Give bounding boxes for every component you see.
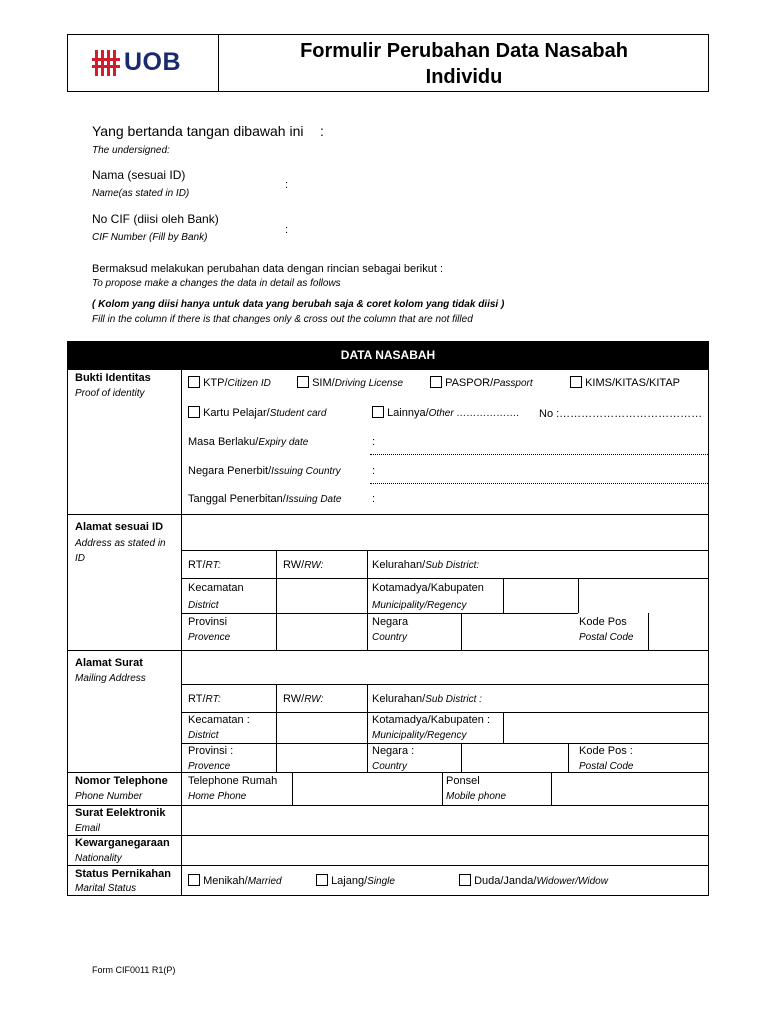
kartu-label-en: Student card xyxy=(269,408,327,419)
mailing-negara-label-en: Country xyxy=(372,761,408,772)
widow-label: Duda/Janda/ xyxy=(474,875,537,887)
email-label: Surat Eelektronik xyxy=(75,807,166,819)
address-id-negara-label-en: Country xyxy=(372,632,408,643)
married-label-en: Married xyxy=(247,876,282,887)
address-id-kelurahan-label-en: Sub District: xyxy=(425,560,480,571)
home-phone-label: Telephone Rumah xyxy=(188,775,278,787)
issuing-date-row xyxy=(188,493,341,505)
mailing-address-label: Alamat Surat xyxy=(75,657,143,669)
single-option[interactable] xyxy=(316,874,395,887)
home-phone-label-en: Home Phone xyxy=(188,791,247,802)
lainnya-label: Lainnya/ xyxy=(387,407,429,419)
mailing-kotamadya-label: Kotamadya/Kabupaten : xyxy=(372,714,491,726)
mailing-rw-label: RW/ xyxy=(283,693,305,705)
address-id-street-field[interactable] xyxy=(182,515,708,550)
note-en: Fill in the column if there is that changes only & cross out the column that are not filled xyxy=(92,314,473,325)
form-title xyxy=(219,38,709,90)
kims-checkbox[interactable] xyxy=(570,376,582,388)
single-label-en: Single xyxy=(367,876,395,887)
phone-label: Nomor Telephone xyxy=(75,775,168,787)
married-option[interactable] xyxy=(188,874,282,887)
mobile-phone-field[interactable] xyxy=(552,773,708,804)
mailing-address-label-en: Mailing Address xyxy=(75,673,146,684)
cif-en: CIF Number (Fill by Bank) xyxy=(92,232,208,243)
address-id-label: Alamat sesuai ID xyxy=(75,521,164,533)
mailing-kelurahan-label: Kelurahan/ xyxy=(372,693,426,705)
address-id-kelurahan[interactable] xyxy=(372,559,479,571)
ktp-checkbox[interactable] xyxy=(188,376,200,388)
mailing-kecamatan-label-en: District xyxy=(188,730,219,741)
undersigned-en: The undersigned: xyxy=(92,145,170,156)
expiry-date-field[interactable] xyxy=(370,454,708,455)
issuing-country-label-en: Issuing Country xyxy=(271,466,341,477)
address-id-provinsi-label: Provinsi xyxy=(188,616,228,628)
mailing-rt-label: RT/ xyxy=(188,693,206,705)
address-id-rt[interactable] xyxy=(188,559,221,571)
email-label-en: Email xyxy=(75,823,101,834)
ktp-label-en: Citizen ID xyxy=(227,378,271,389)
mailing-kelurahan[interactable] xyxy=(372,693,482,705)
identity-label: Bukti Identitas xyxy=(75,372,151,384)
address-id-provinsi-label-en: Provence xyxy=(188,632,231,643)
phone-label-en: Phone Number xyxy=(75,791,143,802)
mailing-kelurahan-label-en: Sub District : xyxy=(425,694,482,705)
sim-label: SIM/ xyxy=(312,377,335,389)
purpose-text: Bermaksud melakukan perubahan data dengan rincian sebagai berikut : xyxy=(92,263,444,275)
issuing-country-row xyxy=(188,465,341,477)
sim-checkbox[interactable] xyxy=(297,376,309,388)
mailing-provinsi-label-en: Provence xyxy=(188,761,231,772)
kartu-label: Kartu Pelajar/ xyxy=(203,407,270,419)
mailing-rw[interactable] xyxy=(283,693,323,705)
name-en: Name(as stated in ID) xyxy=(92,188,190,199)
paspor-label: PASPOR/ xyxy=(445,377,494,389)
issuing-country-colon: : xyxy=(372,465,376,477)
lainnya-label-en: Other ………………. xyxy=(428,408,520,419)
address-id-rt-label-en: RT: xyxy=(205,560,221,571)
logo-text: UOB xyxy=(124,48,182,76)
mailing-negara-label: Negara : xyxy=(372,745,415,757)
ktp-label: KTP/ xyxy=(203,377,228,389)
expiry-date-row xyxy=(188,436,308,448)
sim-option[interactable] xyxy=(297,376,403,389)
undersigned-colon: : xyxy=(320,123,324,139)
widow-checkbox[interactable] xyxy=(459,874,471,886)
data-nasabah-header xyxy=(67,341,709,370)
title-line-2: Individu xyxy=(425,66,503,88)
address-id-label-en-2: ID xyxy=(75,553,85,564)
marital-status-label: Status Pernikahan xyxy=(75,868,171,880)
kartu-checkbox[interactable] xyxy=(188,406,200,418)
kims-label: KIMS/KITAS/KITAP xyxy=(585,377,681,389)
cif-label: No CIF (diisi oleh Bank) xyxy=(92,212,219,226)
id-number-field[interactable]: No :………………………………… xyxy=(539,408,703,420)
marital-status-label-en: Marital Status xyxy=(75,883,137,894)
paspor-label-en: Passport xyxy=(493,378,533,389)
email-field[interactable] xyxy=(182,806,708,835)
single-checkbox[interactable] xyxy=(316,874,328,886)
cif-colon: : xyxy=(285,224,289,236)
address-id-kotamadya-label-en: Municipality/Regency xyxy=(372,600,467,611)
issuing-date-colon: : xyxy=(372,493,376,505)
mailing-kodepos-label-en: Postal Code xyxy=(579,761,634,772)
mailing-kodepos-label: Kode Pos : xyxy=(579,745,633,757)
title-line-1: Formulir Perubahan Data Nasabah xyxy=(300,40,628,62)
note-text: ( Kolom yang diisi hanya untuk data yang berubah saja & coret kolom yang tidak diisi ) xyxy=(92,299,505,310)
form-code: Form CIF0011 R1(P) xyxy=(92,965,176,975)
uob-logo xyxy=(92,46,192,80)
address-id-label-en-1: Address as stated in xyxy=(75,538,166,549)
single-label: Lajang/ xyxy=(331,875,368,887)
mobile-phone-label-en: Mobile phone xyxy=(446,791,507,802)
widow-option[interactable] xyxy=(459,874,608,887)
paspor-option[interactable] xyxy=(430,376,533,389)
mailing-rw-label-en: RW: xyxy=(304,694,324,705)
expiry-colon: : xyxy=(372,436,376,448)
expiry-label: Masa Berlaku/ xyxy=(188,436,259,448)
issuing-date-label-en: Issuing Date xyxy=(285,494,342,505)
address-id-kecamatan-label-en: District xyxy=(188,600,219,611)
lainnya-option[interactable] xyxy=(372,406,519,419)
address-id-kecamatan-label: Kecamatan xyxy=(188,582,244,594)
mailing-provinsi-label: Provinsi : xyxy=(188,745,234,757)
address-id-rw-label-en: RW: xyxy=(304,560,324,571)
name-label: Nama (sesuai ID) xyxy=(92,168,186,182)
address-id-negara-label: Negara xyxy=(372,616,409,628)
purpose-en: To propose make a changes the data in detail as follows xyxy=(92,278,341,289)
paspor-checkbox[interactable] xyxy=(430,376,442,388)
mobile-phone-label: Ponsel xyxy=(446,775,480,787)
address-id-kodepos-label: Kode Pos xyxy=(579,616,627,628)
undersigned-label: Yang bertanda tangan dibawah ini xyxy=(92,123,304,139)
mailing-rt[interactable] xyxy=(188,693,221,705)
data-nasabah-title: DATA NASABAH xyxy=(340,348,436,362)
issuing-date-label: Tanggal Penerbitan/ xyxy=(188,493,286,505)
married-checkbox[interactable] xyxy=(188,874,200,886)
married-label: Menikah/ xyxy=(203,875,248,887)
ktp-option[interactable] xyxy=(188,376,271,389)
kartu-option[interactable] xyxy=(188,406,326,419)
nationality-field[interactable] xyxy=(182,836,708,865)
mailing-kecamatan-label: Kecamatan : xyxy=(188,714,250,726)
mailing-address-street-field[interactable] xyxy=(182,651,708,684)
mailing-kotamadya-label-en: Municipality/Regency xyxy=(372,730,467,741)
name-colon: : xyxy=(285,179,289,191)
address-id-kelurahan-label: Kelurahan/ xyxy=(372,559,426,571)
address-id-kotamadya-label: Kotamadya/Kabupaten xyxy=(372,582,484,594)
lainnya-checkbox[interactable] xyxy=(372,406,384,418)
kims-option[interactable] xyxy=(570,376,680,389)
address-id-rw[interactable] xyxy=(283,559,323,571)
address-id-kodepos-label-en: Postal Code xyxy=(579,632,634,643)
expiry-label-en: Expiry date xyxy=(258,437,309,448)
uob-logo-mark-icon xyxy=(92,48,122,78)
mailing-rt-label-en: RT: xyxy=(205,694,221,705)
address-id-rw-label: RW/ xyxy=(283,559,305,571)
issuing-country-label: Negara Penerbit/ xyxy=(188,465,272,477)
widow-label-en: Widower/Widow xyxy=(536,876,608,887)
nationality-label-en: Nationality xyxy=(75,853,122,864)
address-id-rt-label: RT/ xyxy=(188,559,206,571)
sim-label-en: Driving License xyxy=(334,378,404,389)
identity-label-en: Proof of identity xyxy=(75,388,145,399)
issuing-country-field[interactable] xyxy=(370,483,708,484)
home-phone-field[interactable] xyxy=(293,773,441,804)
nationality-label: Kewarganegaraan xyxy=(75,837,170,849)
